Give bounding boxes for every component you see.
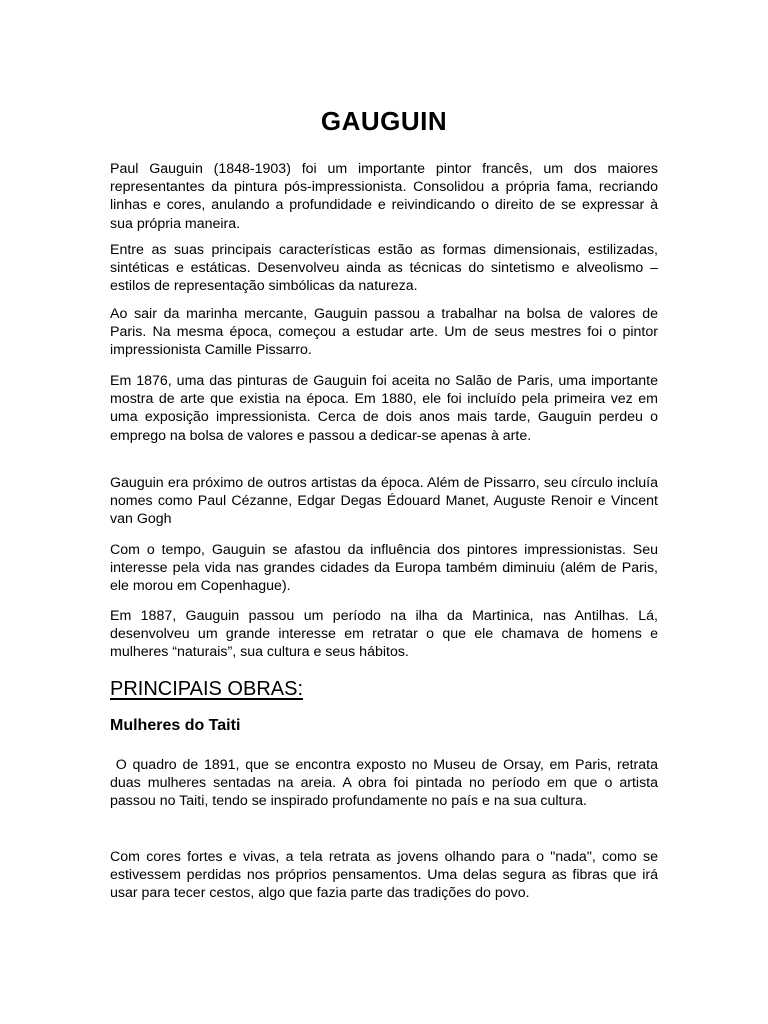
paragraph-early-career: Ao sair da marinha mercante, Gauguin passou a trabalhar na bolsa de valores de Paris. Na mesma época, começou a estudar arte. Um de seus mestres foi o pintor impressionista Camille Pissarro. <box>110 306 658 359</box>
paragraph-martinique: Em 1887, Gauguin passou um período na ilha da Martinica, nas Antilhas. Lá, desenvolveu um grande interesse em retratar o que ele chamava de homens e mulheres “naturais”, sua cultura e seus hábitos. <box>110 608 658 661</box>
paragraph-intro: Paul Gauguin (1848-1903) foi um importante pintor francês, um dos maiores representantes da pintura pós-impressionista. Consolidou a própria fama, recriando linhas e cores, anulando a profundidade e reivindicando o direito de se expressar à sua própria maneira. <box>110 161 658 232</box>
paragraph-characteristics: Entre as suas principais características estão as formas dimensionais, estilizadas, sintéticas e estáticas. Desenvolveu ainda as técnicas do sintetismo e alveolismo – estilos de representação simbólicas da natureza. <box>110 242 658 295</box>
work-paragraph-colors: Com cores fortes e vivas, a tela retrata as jovens olhando para o "nada", como se estivessem perdidas nos próprios pensamentos. Uma delas segura as fibras que irá usar para tecer cestos, algo que fazia parte das tradições do povo. <box>110 849 658 902</box>
section-heading-main-works: PRINCIPAIS OBRAS: <box>110 678 304 700</box>
paragraph-departure: Com o tempo, Gauguin se afastou da influência dos pintores impressionistas. Seu interesse pela vida nas grandes cidades da Europa também diminuiu (além de Paris, ele morou em Copenhague). <box>110 542 658 595</box>
paragraph-exhibitions: Em 1876, uma das pinturas de Gauguin foi aceita no Salão de Paris, uma importante mostra de arte que existia na época. Em 1880, ele foi incluído pela primeira vez em uma exposição impressionista. Cerca de dois anos mais tarde, Gauguin perdeu o emprego na bolsa de valores e passou a dedicar-se apenas à arte. <box>110 373 658 444</box>
work-title: Mulheres do Taiti <box>110 717 241 734</box>
paragraph-artists-circle: Gauguin era próximo de outros artistas da época. Além de Pissarro, seu círculo incluía nomes como Paul Cézanne, Edgar Degas Édouard Manet, Auguste Renoir e Vincent van Gogh <box>110 475 658 528</box>
work-paragraph-description: O quadro de 1891, que se encontra exposto no Museu de Orsay, em Paris, retrata duas mulheres sentadas na areia. A obra foi pintada no período em que o artista passou no Taiti, tendo se inspirado profundamente no país e na sua cultura. <box>110 757 662 810</box>
document-title: GAUGUIN <box>320 106 448 137</box>
